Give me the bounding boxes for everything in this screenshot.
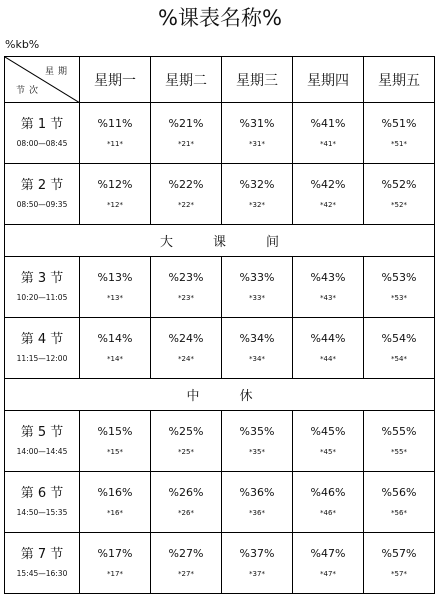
course-note: *13* (107, 294, 123, 302)
course-cell (80, 257, 151, 318)
period-cell (5, 318, 80, 379)
subtitle: %kb% (5, 38, 40, 51)
timetable-body (5, 103, 435, 594)
course-name: %54% (381, 332, 417, 345)
course-name: %52% (381, 178, 417, 191)
course-cell (80, 103, 151, 164)
course-cell (80, 472, 151, 533)
course-note: *21* (178, 140, 194, 148)
course-note: *36* (249, 509, 265, 517)
timetable (4, 56, 435, 594)
lesson-row (5, 164, 435, 225)
period-name: 第 5 节 (20, 425, 64, 440)
course-cell (364, 103, 435, 164)
course-note: *32* (249, 201, 265, 209)
course-note: *34* (249, 355, 265, 363)
course-name: %15% (97, 425, 133, 438)
course-note: *16* (107, 509, 123, 517)
day-header: 星期五 (364, 57, 435, 103)
course-note: *55* (391, 448, 407, 456)
course-cell (151, 257, 222, 318)
period-time: 08:00—08:45 (16, 139, 68, 148)
course-name: %22% (168, 178, 204, 191)
course-note: *12* (107, 201, 123, 209)
course-note: *51* (391, 140, 407, 148)
course-note: *43* (320, 294, 336, 302)
course-name: %57% (381, 547, 417, 560)
course-name: %44% (310, 332, 346, 345)
course-note: *24* (178, 355, 194, 363)
course-cell (364, 472, 435, 533)
course-note: *56* (391, 509, 407, 517)
course-note: *15* (107, 448, 123, 456)
period-time: 14:50—15:35 (16, 508, 68, 517)
course-note: *45* (320, 448, 336, 456)
course-cell (364, 164, 435, 225)
course-name: %33% (239, 271, 275, 284)
lesson-row (5, 472, 435, 533)
course-name: %14% (97, 332, 133, 345)
course-name: %35% (239, 425, 275, 438)
course-name: %16% (97, 486, 133, 499)
course-name: %47% (310, 547, 346, 560)
course-name: %46% (310, 486, 346, 499)
day-header: 星期三 (222, 57, 293, 103)
break-cell (5, 379, 435, 411)
course-cell (364, 411, 435, 472)
course-cell (80, 318, 151, 379)
course-cell (222, 103, 293, 164)
period-time: 10:20—11:05 (16, 293, 68, 302)
course-note: *57* (391, 570, 407, 578)
course-cell (293, 318, 364, 379)
course-note: *26* (178, 509, 194, 517)
course-cell (222, 164, 293, 225)
period-cell (5, 472, 80, 533)
day-header: 星期一 (80, 57, 151, 103)
period-cell (5, 103, 80, 164)
course-note: *25* (178, 448, 194, 456)
course-note: *42* (320, 201, 336, 209)
course-note: *37* (249, 570, 265, 578)
period-cell (5, 411, 80, 472)
period-cell (5, 257, 80, 318)
course-note: *47* (320, 570, 336, 578)
course-name: %56% (381, 486, 417, 499)
corner-label-period: 节次 (16, 86, 43, 96)
break-label: 大课间 (159, 235, 319, 250)
course-note: *33* (249, 294, 265, 302)
period-time: 14:00—14:45 (16, 447, 68, 456)
course-cell (151, 318, 222, 379)
course-note: *11* (107, 140, 123, 148)
course-name: %32% (239, 178, 275, 191)
day-header: 星期四 (293, 57, 364, 103)
course-note: *52* (391, 201, 407, 209)
course-cell (293, 257, 364, 318)
course-note: *27* (178, 570, 194, 578)
course-note: *31* (249, 140, 265, 148)
course-name: %45% (310, 425, 346, 438)
period-name: 第 4 节 (20, 332, 64, 347)
course-name: %17% (97, 547, 133, 560)
course-name: %34% (239, 332, 275, 345)
period-name: 第 6 节 (20, 486, 64, 501)
period-time: 08:50—09:35 (16, 200, 68, 209)
period-name: 第 7 节 (20, 547, 64, 562)
course-note: *54* (391, 355, 407, 363)
course-name: %31% (239, 117, 275, 130)
course-name: %12% (97, 178, 133, 191)
course-cell (222, 257, 293, 318)
break-cell (5, 225, 435, 257)
course-cell (80, 164, 151, 225)
break-label: 中休 (186, 389, 293, 404)
course-name: %23% (168, 271, 204, 284)
lesson-row (5, 103, 435, 164)
course-name: %36% (239, 486, 275, 499)
course-cell (80, 411, 151, 472)
course-cell (364, 318, 435, 379)
course-name: %55% (381, 425, 417, 438)
course-note: *53* (391, 294, 407, 302)
lesson-row (5, 257, 435, 318)
course-note: *44* (320, 355, 336, 363)
period-cell (5, 533, 80, 594)
course-note: *41* (320, 140, 336, 148)
course-cell (80, 533, 151, 594)
course-name: %42% (310, 178, 346, 191)
period-time: 11:15—12:00 (16, 354, 68, 363)
course-name: %11% (97, 117, 133, 130)
course-name: %37% (239, 547, 275, 560)
period-name: 第 1 节 (20, 117, 64, 132)
day-header: 星期二 (151, 57, 222, 103)
course-cell (222, 318, 293, 379)
course-note: *22* (178, 201, 194, 209)
course-cell (222, 533, 293, 594)
course-note: *17* (107, 570, 123, 578)
period-name: 第 2 节 (20, 178, 64, 193)
course-note: *23* (178, 294, 194, 302)
course-cell (151, 472, 222, 533)
corner-label-weekday: 星期 (44, 67, 71, 77)
course-name: %53% (381, 271, 417, 284)
course-name: %26% (168, 486, 204, 499)
corner-header-cell (5, 57, 80, 103)
course-note: *35* (249, 448, 265, 456)
course-cell (222, 411, 293, 472)
period-cell (5, 164, 80, 225)
course-name: %51% (381, 117, 417, 130)
course-name: %13% (97, 271, 133, 284)
page-title: %课表名称% (158, 6, 282, 30)
lesson-row (5, 533, 435, 594)
course-name: %24% (168, 332, 204, 345)
course-cell (151, 411, 222, 472)
course-cell (293, 472, 364, 533)
course-name: %43% (310, 271, 346, 284)
break-row (5, 379, 435, 411)
course-cell (293, 533, 364, 594)
lesson-row (5, 411, 435, 472)
course-note: *46* (320, 509, 336, 517)
course-name: %21% (168, 117, 204, 130)
course-cell (293, 164, 364, 225)
course-cell (151, 164, 222, 225)
course-cell (364, 533, 435, 594)
course-name: %27% (168, 547, 204, 560)
course-cell (151, 103, 222, 164)
header-row (5, 57, 435, 103)
course-cell (151, 533, 222, 594)
period-name: 第 3 节 (20, 271, 64, 286)
course-cell (364, 257, 435, 318)
course-name: %25% (168, 425, 204, 438)
course-cell (222, 472, 293, 533)
break-row (5, 225, 435, 257)
course-cell (293, 411, 364, 472)
lesson-row (5, 318, 435, 379)
course-name: %41% (310, 117, 346, 130)
course-cell (293, 103, 364, 164)
course-note: *14* (107, 355, 123, 363)
period-time: 15:45—16:30 (16, 569, 68, 578)
